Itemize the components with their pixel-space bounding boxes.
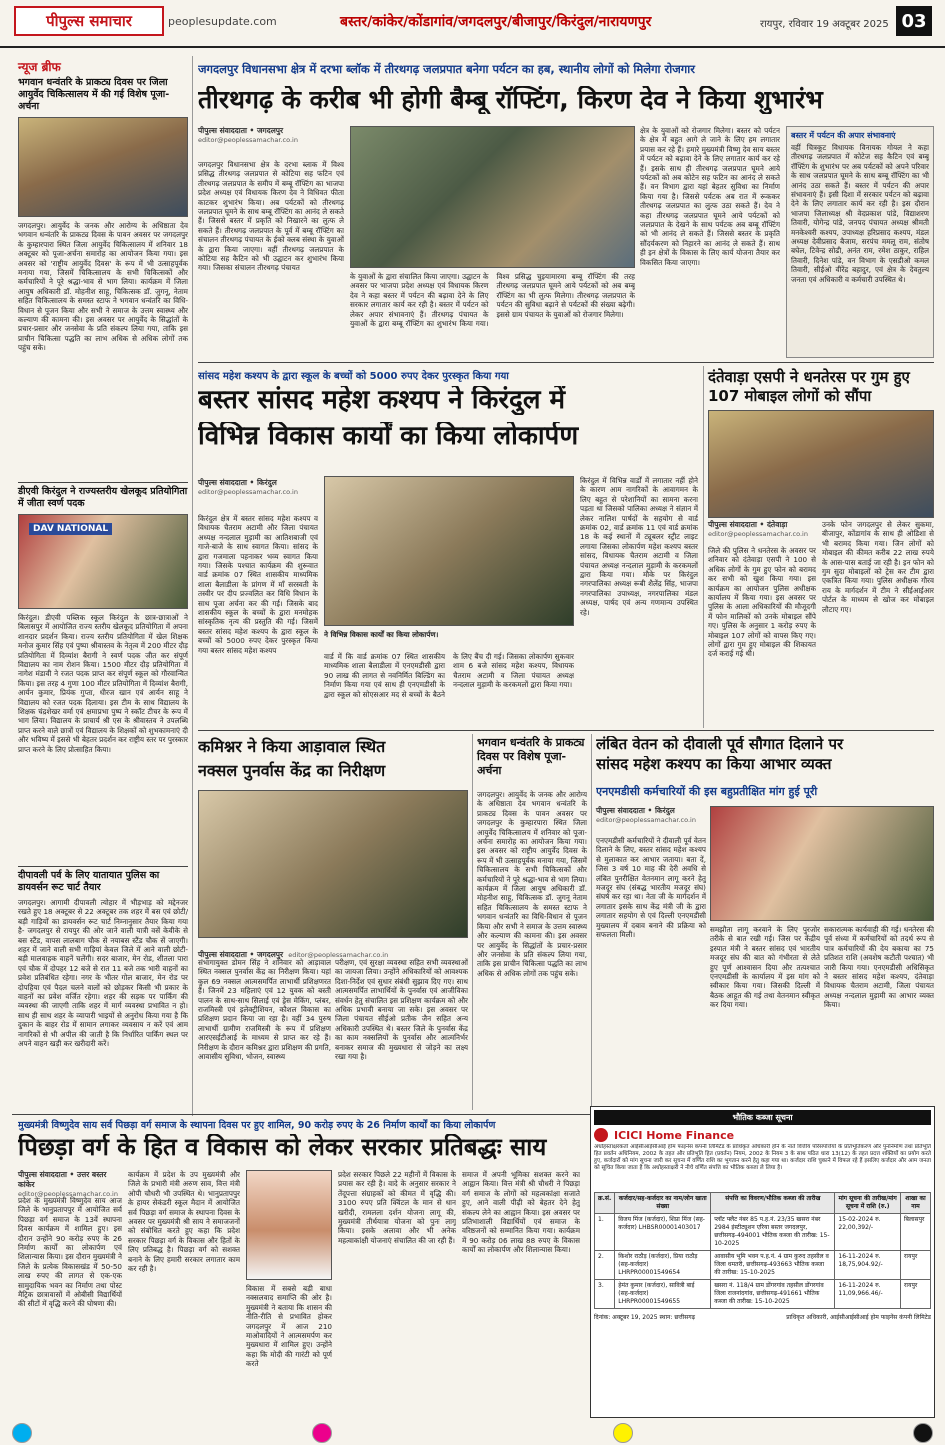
row-branch: रायपुर [900,1280,930,1309]
cyan-mark-icon [12,1423,32,1443]
commissioner-body-1: संभागायुक्त डोमन सिंह ने शनिवार को आड़ावाल स्थित नक्सल पुनर्वास केंद्र का निरीक्षण किया। यहां कुल 69 नक्सल आत्मसमर्पित लाभार्थी प्रशिक्षणरत हैं। जिनमें 23 महिलाएं एवं 12 युवक को बस्ती पालन के साथ-साथ सिलाई एवं ड्रेस मेकिंग, प्लंबर, राजमिस्त्री एवं इलेक्ट्रीशियन, कौशल विकास का प्रशिक्षण प्रदान किया जा रहा है। वहीं 34 पुरुष लाभार्थी ग्रामीण राजमिस्त्री के रूप में प्रशिक्षण आरएसईटीआई के माध्यम से प्राप्त कर रहे हैं। निरीक्षण के दौरान कमिश्नर द्वारा प्रशिक्षण की प्रगति, आवासीय सुविधा, भोजन, स्वास्थ्य [198,958,331,1062]
row-name: किशोर राठौड़ (कर्जदार), प्रिया राठौड़ (सह-कर्जदार) LHRPR00001549654 [615,1251,711,1280]
row-name: हेमंत कुमार (कर्जदार), सावित्री बाई (सह-कर्जदार) LHRPR00001549655 [615,1280,711,1309]
cm-story-email[interactable]: editor@peoplessamachar.co.in [18,1190,118,1198]
nmdc-email[interactable]: editor@peoplessamachar.co.in [596,816,696,824]
top-story-byline-block [198,126,344,144]
row-sno: 2. [595,1251,615,1280]
cm-story-kicker: मुख्यमंत्री विष्णुदेव साय सर्व पिछड़ा वर्ग समाज के स्थापना दिवस पर हुए शामिल, 90 करोड़ रुपए के 26 निर्माण कार्यों का किया लोकार्पण [18,1120,496,1131]
notice-footer-right: प्राधिकृत अधिकारी, आईसीआईसीआई होम फाइनेंस कंपनी लिमिटेड [786,1314,931,1321]
mp-story-byline: पीपुल्स संवाददाता • किरंदुल [198,478,277,487]
commissioner-headline-2[interactable]: नक्सल पुनर्वास केंद्र का निरीक्षण [198,761,386,780]
cm-story-body-1: प्रदेश के मुख्यमंत्री विष्णुदेव साय आज जिले के भानुप्रतापपुर में आयोजित सर्व पिछड़ा वर्ग समाज के 13वें स्थापना दिवस कार्यक्रम में शामिल हुए। इस दौरान उन्होंने 90 करोड़ रुपए के 26 निर्माण कार्यों का लोकार्पण एवं शिलान्यास किया। इस दौरान मुख्यमंत्री ने जिले के प्रत्येक विकासखंड में 50-50 लाख रुपए की लागत से एक-एक सामुदायिक भवन का निर्माण तथा पोस्ट मैट्रिक छात्रावासों में ओबीसी विद्यार्थियों की सीटों में वृद्धि करने की घोषणा की। [18,1196,122,1309]
cm-story-byline: पीपुल्स संवाददाता • उत्तर बस्तर कांकेर [18,1170,107,1189]
commissioner-headline-1[interactable]: कमिश्नर ने किया आड़ावाल स्थित [198,737,386,756]
row-name: विजय मिंज (कर्जदार), शिप्रा मिंज (सह-कर्जदार) LHBSR00001403017 [615,1214,711,1251]
website-link[interactable]: peoplesupdate.com [168,15,277,28]
nmdc-byline: पीपुल्स संवाददाता • किरंदुल [596,806,675,815]
top-story-body-1: जगदलपुर विधानसभा क्षेत्र के दरभा ब्लाक में विश्व प्रसिद्ध तीरथगढ़ जलप्रपात से कोटिया सह फटिन एवं तीरथगढ़ जलप्रपात के समीप में बम्बू रॉफ्टिंग का भाजपा प्रदेश अध्यक्ष एवं विधायक किरण देव ने विधिवत फीता काटकर शुभारंभ किया। अब पर्यटकों को तीरथगढ़ जलप्रपात घूमने के साथ बम्बू रॉफ्टिंग का आनंद ले सकते हैं। जिससे बस्तर में प्रकृति को निखारने का लुत्फ ले सकते हैं। तीरथगढ़ जलप्रपात के पूर्व में बम्बू रॉफ्टिंग का संचालन तीरथगढ़ पंचायत के ईको क्लब संस्था के युवाओं के द्वारा किया जाएगा। वहीं तीरथगढ़ जलप्रपात के कोटिया सह कैटिन को भी उद्घाटन कर शुभारंभ किया गया। जिसका संचालन तीरथगढ़ पंचायत [198,160,344,273]
nmdc-body-3: सकारात्मक कार्यवाही की गई। धनतेरस की पूर्व संध्या में कर्मचारियों को तदर्थ रूप से पात्र कर्मचारियों की देय बकाया का 75 प्रतिशत राशि (अवशेष कटौती पश्चात) भी जारी किया गया। एनएमडीसी अधिसिकृत ने बस्तर सांसद महेश कश्यप, दंतेवाड़ा विधायक चैतराम अटामी, जिला पंचायत अध्यक्ष नन्दलाल मुड़ामी का आभार व्यक्त किया। [824,925,934,1010]
mp-story-headline-1[interactable]: बस्तर सांसद महेश कश्यप ने किरंदुल में [198,386,566,415]
news-brief-label: न्यूज ब्रीफ [18,60,61,74]
icici-logo-icon [594,1128,608,1142]
print-registration-strip [0,1420,945,1445]
notice-col-property: संपत्ति का विवरण/भौतिक कब्जा की तारीख [711,1193,835,1214]
row-property: खसरा नं. 118/4 ग्राम डोंगरगांव तहसील डोंगरगांव जिला राजनांदगांव, छत्तीसगढ़-491661 भौतिक कब्जा की तारीख: 15-10-2025 [711,1280,835,1309]
brief-3-headline[interactable]: दीपावली पर्व के लिए यातायात पुलिस का डायवर्सन रूट चार्ट तैयार [18,870,160,893]
mp-story-email[interactable]: editor@peoplessamachar.co.in [198,488,298,496]
mp-story-byline-block [198,478,318,496]
district-strip: बस्तर/कांकेर/कोंडागांव/जगदलपुर/बीजापुर/किरंदुल/नारायणपुर [340,14,652,30]
sp-story-email[interactable]: editor@peoplessamachar.co.in [708,530,808,538]
top-story-body-2: के युवाओं के द्वारा संचालित किया जाएगा। उद्घाटन के अवसर पर भाजपा प्रदेश अध्यक्ष एवं विधायक किरण देव ने कहा बस्तर में पर्यटन की बढ़ावा देने के लिए सरकार लगातार कार्य कर रही है। बस्तर में पर्यटन को लेकर अपार संभावनाएं हैं। तीरथगढ़ पंचायत के युवाओं के द्वारा बम्बू रॉफ्टिंग का शुभारंभ किया गया। विश्व प्रसिद्ध चुइयामारमा बम्बू रॉफ्टिंग की तरह तीरथगढ़ जलप्रपात घूमने आये पर्यटकों को अब बम्बू रॉफ्टिंग का भी लुत्फ मिलेगा। तीरथगढ़ जलप्रपात के पर्यटन की सुविधा बढ़ाने से पर्यटकों की संख्या बढ़ेगी। इससे ग्राम पंचायत के युवाओं को रोजगार मिलेगा। [350,272,635,329]
brief-3-body: जगदलपुर। आगामी दीपावली त्योहार में भीड़भाड़ को मद्देनजर रखते हुए 18 अक्टूबर से 22 अक्टूबर तक शहर में बस एवं छोटी/बड़ी गाड़ियों का डायवर्सन रूट चार्ट निम्नानुसार तैयार किया गया है- जगदलपुर से रायपुर की ओर जाने वाली यात्री वसें केवीके से बस स्टैंड, वापस लालबाग चौक से नयाबस स्टैंड चौक सें जाएगी। शहर में जाने वाली सभी गाड़ियां केवल जिले में आने वाली छोटी-बड़ी मालवाहक वाहनें चलेंगी। सदर बाजार, मेन रोड, शीतला पारा एवं चौक में दोपहर 12 बजे से रात 11 बजे तक भारी वाहनों का प्रवेश प्रतिबंधित रहेगा। नगर के भीतर गोल बाजार, मेन रोड पर दोपहिया एवं पैदल चलने वालों को छोड़कर किसी भी प्रकार के वाहनों का प्रवेश वर्जित रहेगा। शहर की सड़क पर पार्किंग की व्यवस्था की जाएगी ताकि शहर में मार्ग व्यवस्था प्रभावित न हो। साथ ही साथ शहर के व्यापारी भाइयों से अनुरोध किया गया है कि दुकान के बाहर रोड में सामान लगाकर व्यवसाय न करें एवं आम नागरिकों से भी अपील की जाती है कि निर्धारित पार्किंग स्थल पर अपने वाहन खड़ी कर खरीदारी करें। [18,898,188,1049]
cm-story-body-3: विकास में सबसे बड़ी बाधा नक्सलवाद समाप्ति की ओर है। मुख्यमंत्री ने बताया कि शासन की नीति-रीति से प्रभावित होकर जगदलपुर में आज 210 माओवादियों ने आत्मसमर्पण कर मुख्यधारा में शामिल हुए। उन्होंने कहा कि मोदी की गारंटी को पूर्ण करते [246,1284,332,1369]
cm-story-body-5: समाज में अपनी भूमिका सशक्त करने का आह्वान किया। वित्त मंत्री श्री चौधरी ने पिछड़ा वर्ग समाज के लोगों को महत्वकांक्षा सजाते हुए, आने वाली पीढ़ी को बेहतर देने हेतु संकल्प लेने का आह्वान किया। इस अवसर पर प्रतिभाशाली विद्यार्थियों एवं समाज के वरिष्ठजनों को सम्मानित किया गया। कार्यक्रम में 90 करोड़ 06 लाख 88 रुपए के विकास कार्यों का लोकार्पण और शिलान्यास किया। [462,1170,580,1255]
magenta-mark-icon [312,1423,332,1443]
sp-story-body-2: उनके फोन जगदलपुर से लेकर सुकमा, बीजापुर, कोंडागांव के साथ ही ओडिशा से भी बरामद किया गया। जिन लोगों को मोबाइल की कीमत करीब 22 लाख रुपये के आस-पास बताई जा रही है। इन फोन को गुम सुदा मोबाइलों को ट्रेस कर टीम द्वारा एकत्रित किया गया। पुलिस अधीक्षक गौरव राय के मार्गदर्शन में टीम ने सीईआईआर पोर्टल के माध्यम से खोज कर मोबाइल लौटाए गए। [822,520,934,614]
nmdc-body-2: समझौता लागू करवाने के लिए पुरजोर तरीके से बात रखी गई। जिस पर केंद्रीय इस्पात मंत्री ने बस्तर सांसद एवं भारतीय मजदूर संघ की बात को गंभीरता से लेते हुए पूर्ण आश्वासन दिया और तत्पश्चात एनएमडीसी के कार्यालय में इस मांग को स्वीकार किया गया। जिसकी दिल्ली में बैठक आहूत की गई तथा वेतनमान स्वीकृत कर दिया गया। [710,925,820,1010]
sp-story-headline[interactable]: दंतेवाड़ा एसपी ने धनतेरस पर गुम हुए 107 मोबाइल लोगों को सौंपा [708,368,910,405]
table-row [595,1214,931,1251]
commissioner-body-2: परीक्षण, एवं सुरक्षा व्यवस्था सहित सभी व्यवस्थाओं का जायजा लिया। उन्होंने अधिकारियों को आवश्यक दिशा-निर्देश एवं सुधार संबंधी सुझाव दिए गए। साथ आत्मसमर्पित लाभार्थियों के पुनर्वास एवं आजीविका संवर्धन हेतु संचालित इस प्रशिक्षण कार्यक्रम को और अधिक प्रभावी बनाया जा सके। इस अवसर पर जिला पंचायत सीईओ प्रतीक जैन सहित अन्य अधिकारी उपस्थित थे। बस्तर जिले के पुनर्वास केंद्र का काम नक्सलियों के पुनर्वास और आत्मनिर्भर बनाकर समाज की मुख्यधारा से जोड़ने का लक्ष्य रखा गया है। [335,958,468,1062]
brief-1-photo [18,117,188,217]
notice-table [594,1192,931,1309]
brief-2-headline[interactable]: डीएवी किरंदुल ने राज्यस्तरीय खेलकूद प्रतियोगिता में जीता स्वर्ण पदक [18,486,188,509]
sp-story-byline: पीपुल्स संवाददाता • दंतेवाड़ा [708,520,788,529]
mp-story-kicker: सांसद महेश कश्यप के द्वारा स्कूल के बच्चों को 5000 रुपए देकर पुरस्कृत किया गया [198,371,509,382]
notice-brand: ICICI Home Finance [614,1128,735,1142]
row-property: प्लॉट फ्लैट नंबर 85 प.ह.नं. 23/35 खसरा नंबर 2984 इंस्टीट्यूशन एरिया बस्तर जगदलपुर, छत्तीसगढ़-494001 भौतिक कब्जा की तारीख: 15-10-2025 [711,1214,835,1251]
cm-story-body-4: प्रदेश सरकार पिछले 22 महीनों में विकास के प्रयास कर रही है। वादे के अनुसार सरकार ने तेंदूपत्ता संग्राहकों को कीमत में वृद्धि की। 3100 रुपए प्रति क्विंटल के मान से धान खरीदी, रामलला दर्शन योजना लागू की, मुख्यमंत्री तीर्थयात्रा योजना को पुनः लागू किया। इसके अलावा और भी अनेक महत्वाकांक्षी योजनाएं संचालित की जा रही हैं। [338,1170,456,1245]
news-brief-column [18,58,188,1108]
brief-1-body: जगदलपुर। आयुर्वेद के जनक और आरोग्य के अधिष्ठाता देव भगवान धन्वंतरि के प्राकट्य दिवस के पावन अवसर पर जगदलपुर के कुम्हारपारा स्थित जिला आयुर्वेद चिकित्सालय में शनिवार 18 अक्टूबर को पूजा-अर्चना समारोह का आयोजन किया गया। इस अवसर को 'राष्ट्रीय आयुर्वेद दिवस' के रूप में भी उत्साहपूर्वक मनाया गया, जिसमें चिकित्सालय के सभी चिकित्सकों और कर्मचारियों ने पूरे श्रद्धा-भाव से भाग लिया। कार्यक्रम में जिला आयुष अधिकारी डॉ. मोहनीश साहू, चिकित्सक डॉ. जुगनू, नेताम सहित चिकित्सालय के समस्त स्टाफ ने भगवान धन्वंतरि का विधि-विधान से पूजन किया और सभी ने समाज के उत्तम स्वास्थ्य और कल्याण की कामना की। इस अवसर पर आयुर्वेद के सिद्धांतों के प्रचार-प्रसार और जनसेवा के प्रति संकल्प लिया गया, ताकि इस प्राचीन चिकित्सा पद्धति का लाभ अधिक से अधिक लोगों तक पहुंच सके। [18,221,188,353]
sp-story-photo [708,410,934,518]
cm-portrait-photo [246,1170,332,1280]
nmdc-headline-1[interactable]: लंबित वेतन को दीवाली पूर्व सौगात दिलाने पर [596,736,844,753]
row-property: आवासीय भूमि भवन प.ह.नं. 4 ग्राम कुरुद तहसील व जिला धमतरी, छत्तीसगढ़-493663 भौतिक कब्जा की तारीख: 15-10-2025 [711,1251,835,1280]
masthead [0,0,945,48]
notice-title: भौतिक कब्जा सूचना [594,1110,931,1125]
notice-col-name: कर्जदार/सह-कर्जदार का नाम/लोन खाता संख्या [615,1193,711,1214]
top-story-photo [350,126,635,268]
sp-story-body-1: जिले की पुलिस ने धनतेरस के अवसर पर शनिवार को दंतेवाड़ा एसपी ने 100 से अधिक लोगों के गुम हुए फोन को बरामद कर सभी को खुश किया गया। इस कार्यक्रम का आयोजन पुलिस अधीक्षक कार्यालय में किया गया। इस अवसर पर पुलिस के आला अधिकारियों की मौजूदगी में फोन मालिकों को उनके मोबाइल सौंपे गए। पुलिस के अनुसार 1 करोड़ रुपए के मोबाइल 107 लोगों को वापस किए गए। लोगों द्वारा गुम हुए मोबाइल की शिकायत दर्ज कराई गई थी। [708,546,816,659]
nmdc-photo [710,806,934,921]
row-demand: 16-11-2024 रु. 18,75,904.92/- [835,1251,901,1280]
nmdc-subhead: एनएमडीसी कर्मचारियों की इस बहुप्रतीक्षित मांग हुई पूरी [596,785,818,798]
issue-date: रायपुर, रविवार 19 अक्टूबर 2025 [760,19,889,30]
commissioner-byline: पीपुल्स संवाददाता • जगदलपुर [198,950,284,959]
row-branch: रायपुर [900,1251,930,1280]
page-number: 03 [896,6,932,36]
row-branch: बिलासपुर [900,1214,930,1251]
mp-story-body-3: किरंदुल में विभिन्न वार्डों में लगातार नहीं होने के कारण आम नागरिकों के आवागमन के लिए बहुत से परेशानियों का सामना करना पड़ता था जिसको पालिका अध्यक्ष ने संज्ञान में लेकर नालिश पार्षदों के सहयोग से वार्ड क्रमांक 02, वार्ड क्रमांक 11 एवं वार्ड क्रमांक 18 के कई स्थानों में ट्यूबलर स्ट्रीट लाइट लगाया जिसका लोकार्पण महेश कश्यप बस्तर सांसद, विधायक चैतराम अटामी व जिला पंचायत अध्यक्ष नन्दलाल मुड़ामी के करकमलों द्वारा किया गया। मौके पर किरंदुल नगरपालिका अध्यक्ष रूबी शैलेंद्र सिंह, भाजपा नगरपालिका उपाध्यक्ष, नगरपालिका मंडल अध्यक्ष, पार्षद एवं अन्य गणमान्य उपस्थित रहे। [580,476,698,617]
top-story-kicker: जगदलपुर विधानसभा क्षेत्र में दरभा ब्लॉक में तीरथगढ़ जलप्रपात बनेगा पर्यटन का हब, स्थानीय लोगों को मिलेगा रोजगार [198,62,695,76]
top-story-byline: पीपुल्स संवाददाता • जगदलपुर [198,126,284,135]
notice-intro: अधोहस्ताक्षरकर्ता आईसीआईसीआई होम फाइनेंस कंपनी लिमिटेड के प्राधिकृत अधिकारी होने के नाते वित्तीय परिसंपत्तियों के प्रतिभूतिकरण और पुनर्निर्माण तथा प्रतिभूति हित प्रवर्तन अधिनियम, 2002 के तहत और प्रतिभूति हित (प्रवर्तन) नियम, 2002 के नियम 3 के साथ पठित धारा 13(12) के तहत प्रदत्त शक्तियों का प्रयोग करते हुए, कर्जदारों को मांग सूचना जारी कर सूचना में वर्णित राशि का भुगतान करने हेतु कहा गया था। कर्जदार राशि चुकाने में विफल रहे हैं इसलिए कर्जदार और आम जनता को सूचित किया जाता है कि अधोहस्ताक्षरी ने नीचे वर्णित संपत्ति का भौतिक कब्जा ले लिया है। [594,1144,931,1171]
row-sno: 1. [595,1214,615,1251]
mp-story-body-2: वार्ड में कि वार्ड क्रमांक 07 स्थित शासकीय माध्यमिक शाला बैलाडीला में एनएमडीसी द्वारा 90 लाख की लागत से नवनिर्मित बिल्डिंग का निर्माण किया गया एवं साथ ही एनएमडीसी के द्वारा स्कूल को सोएसआर मद से बच्चों के बैठने के लिए बैंच दी गई। जिसका लोकार्पण सुकवार शाम 6 बजे सांसद महेश कश्यप, विधायक चैतराम अटामी व जिला पंचायत अध्यक्ष नन्दलाल मुड़ामी के करकमलों द्वारा किया गया। [324,652,574,699]
mp-story-caption: ने विभिन्न विकास कार्यों का किया लोकार्पण। [324,630,439,639]
dhanvantari-headline[interactable]: भगवान धन्वंतरि के प्राकट्य दिवस पर विशेष पूजा-अर्चना [477,736,585,777]
nmdc-byline-block [596,806,706,824]
top-story-headline[interactable]: तीरथगढ़ के करीब भी होगी बैम्बू रॉफ्टिंग, किरण देव ने किया शुभारंभ [198,86,823,114]
row-demand: 15-02-2024 रु. 22,00,392/- [835,1214,901,1251]
nmdc-headline-2[interactable]: सांसद महेश कश्यप का किया आभार व्यक्त [596,756,832,773]
table-row [595,1251,931,1280]
nmdc-body-1: एनएमडीसी कर्मचारियों ने दीवाली पूर्व वेतन दिलाने के लिए, बस्तर सांसद महेश कश्यप से मुलाकात कर आभार जताया। बता दें, जिस 3 वर्ष 10 माह की देरी अवधि से लंबित पुनरीक्षित वेतनमान लागू करने हेतु मजदूर संघ (संबद्ध भारतीय मजदूर संघ) संघर्ष कर रहा था। नेता जी के मार्गदर्शन में लगातार इसके साथ केंद्र मंत्री जी के द्वारा लगातार सहयोग से एवं दिल्ली एनएमडीसी मुख्यालय में दबाव बनाने की प्रक्रिया को सफलता मिली। [596,836,706,940]
mp-story-headline-2[interactable]: विभिन्न विकास कार्यों का किया लोकार्पण [198,422,579,451]
table-row [595,1280,931,1309]
cm-story-headline[interactable]: पिछड़ा वर्ग के हित व विकास को लेकर सरकार प्रतिबद्धः साय [18,1134,547,1161]
row-sno: 3. [595,1280,615,1309]
sidebar-body: वहीं चित्रकूट विधायक विनायक गोयल ने कहा तीरथगढ़ जलप्रपात में कोटेज सह कैटिन एवं बम्बू रॉफ्टिंग के शुभारंभ पर अब पर्यटकों को अपने परिवार के साथ जलप्रपात घूमने के साथ बम्बू रॉफ्टिंग का भी आनंद उठा सकते हैं। बस्तर में पर्यटन की अपार संभावनाएं हैं। इसी दिशा में सरकार पर्यटन को बढ़ावा देने के लिए लगातार कार्य कर रही है। इस दौरान भाजपा जिलाध्यक्ष श्री वेदप्रकाश पांडे, विद्याशरण तिवारी, योगेन्द्र पांडे, जनपद पंचायत अध्यक्ष श्रीमती मनकेश्वरी कश्यप, उपाध्यक्ष हरिप्रसाद कश्यप, मंडल अध्यक्ष देवीप्रसाद बैजाम, सरपंच ममलू राम, संतोष बघेल, टिवेन्द्र सोढी, अनंत राम, रमेश ठाकुर, राहिल तिवारी, दिनेश पांडे, वन विभाग के एसडीओ कमल तिवारी, सीईओ वीरेंद्र बहादुर, एवं क्षेत्र के देवतुल्य जनता एवं अधिकारी व कर्मचारी उपस्थित थे। [791,143,929,284]
top-story-sidebar [786,126,934,358]
mp-story-photo [324,476,574,626]
commissioner-photo [198,790,468,938]
row-demand: 16-11-2024 रु. 11,09,966.46/- [835,1280,901,1309]
top-story-body-3: क्षेत्र के युवाओं को रोजगार मिलेगा। बस्तर को पर्यटन के क्षेत्र में बहुत आगे ले जाने के लिए हम लगातार प्रयास कर रहे हैं। हमारे मुख्यमंत्री विष्णु देव साय बस्तर में पर्यटन को बढ़ावा देने के लिए लगातार कार्य कर रहे हैं। इसके साथ ही तीरथगढ़ जलप्रपात घूमने आये पर्यटकों को अब कोटेन सह फटिन का आनंद ले सकते हैं। वन विभाग द्वारा यहां बेहतर सुविधा का निर्माण किया गया है। जिससे पर्यटक अब रात में रूककर तीरथगढ़ जलप्रपात का लुत्फ उठा सकते हैं। देव ने कहा तीरथगढ़ जलप्रपात घूमने आये पर्यटकों को जलप्रपात के देखने के साथ पर्यटक अब बम्बू रॉफ्टिंग को भी आनंद ले सकते हैं। जिससे बस्तर के प्रकृति सौंदर्यकरण को निहारने का आनंद ले सकते हैं। साथ ही इन क्षेत्रों के विकास के लिए कार्य योजना तैयार कर विकसित किया जाएगा। [640,126,780,267]
notice-col-branch: शाखा का नाम [900,1193,930,1214]
brief-2-body: किरंदुल। डीएवी पब्लिक स्कूल किरंदुल के छात्र-छात्राओं ने बिलासपुर में आयोजित राज्य स्तरीय खेलकूद प्रतियोगिता में अपना शानदार प्रदर्शन किया। राज्य स्तरीय प्रतियोगिता में खेल शिक्षक मनोज कुमार सिंह एवं पुष्पा श्रीवास्तव के नेतृत्व में 200 मीटर दौड़ प्रतियोगिता में दिव्यांश बैरागी ने स्वर्ण पदक जीत कर संपूर्ण विद्यालय का नाम रोशन किया। 1500 मीटर दौड़ प्रतियोगिता में नागेश मंडावी ने रजत पदक प्राप्त कर संपूर्ण स्कूल को गौरवान्वित किया। इस तरह 4 गुणा 100 मीटर प्रतियोगिता में दिव्यांश बैरागी, आर्यन कुमार, प्रियंक गुप्ता, धीरज खान एवं आर्यन साहू ने विद्यालय को रजत पदक दिलाया। इस टीम के साथ विद्यालय के शिक्षक चंद्रशेखर वर्मा एवं क्षमाप्रभा पुष्प ने स्कॉट टीचर के रूप में भाग लिया। विद्यालय के प्राचार्य श्री एस के श्रीवास्तव ने उपलब्धि प्राप्त करने वाले छात्रों एवं विद्यालय के शिक्षकों को शुभकामनाएं दी और भविष्य में इससे भी बेहतर प्रदर्शन कर राष्ट्रीय स्तर पर पुरस्कार प्राप्त करने के लिए प्रोत्साहित किया। [18,613,188,754]
sp-story-byline-block [708,520,818,538]
mp-story-body-1: किरंदुल क्षेत्र में बस्तर सांसद महेश कश्यप व विधायक चैतराम अटामी और जिला पंचायत अध्यक्ष नन्दलाल मुड़ामी का आतिशबाजी एवं गाजे-बाजे के साथ स्वागत किया। सांसद के द्वारा गजमाला पहनाकर भव्य स्वागत किया गया। जिसके पश्चात कार्यक्रम की शुरूवात वार्ड क्रमांक 07 स्थित शासकीय माध्यमिक शाला बैलाडीला के प्रांगण में माँ सरस्वती के तस्वीर पर दीप प्रज्वलित कर विधि विधान के साथ पूजा अर्चना कर की गई। जिसके बाद शासकीय स्कूल के बच्चों के द्वारा मनमोहक सांस्कृतिक नृत्य की प्रस्तुति की गई। जिसमें बस्तर सांसद महेश कश्यप के द्वारा स्कूल के बच्चों को 5000 रुपए देकर पुरस्कृत किया गया बस्तर सांसद महेश कश्यप [198,514,318,655]
top-story-email[interactable]: editor@peoplessamachar.co.in [198,136,298,144]
notice-footer-left: दिनांक: अक्टूबर 19, 2025 स्थान: छत्तीसगढ़ [594,1314,696,1321]
commissioner-email[interactable]: editor@peoplessamachar.co.in [288,951,389,959]
brief-1-headline[interactable]: भगवान धन्वंतरि के प्राकट्य दिवस पर जिला आयुर्वेद चिकित्सालय में की गई विशेष पूजा-अर्चना [18,77,170,112]
photo-banner-text: DAV NATIONAL [29,523,112,535]
yellow-mark-icon [613,1423,633,1443]
possession-notice [590,1106,935,1418]
brief-2-photo [18,514,188,609]
newspaper-logo[interactable]: पीपुल्स समाचार [14,6,164,36]
black-mark-icon [913,1423,933,1443]
cm-story-body-2: कार्यक्रम में प्रदेश के उप मुख्यमंत्री और जिले के प्रभारी मंत्री अरुण साव, वित्त मंत्री ओपी चौधरी भी उपस्थित थे। भानुप्रतापपुर के हायर सेकंडरी स्कूल मैदान में आयोजित सर्व पिछड़ा वर्ग समाज के स्थापना दिवस के अवसर पर मुख्यमंत्री श्री साय ने समाजजनों को संबोधित करते हुए कहा कि प्रदेश सरकार पिछड़ा वर्ग के विकास और हितों के लिए प्रतिबद्ध है। पिछड़ा वर्ग को सशक्त बनाने के लिए हमारी सरकार लगातार काम कर रही है। [128,1170,240,1274]
notice-col-sno: क्र.सं. [595,1193,615,1214]
cm-story-byline-block [18,1170,122,1198]
notice-col-demand: मांग सूचना की तारीख/मांग सूचना में राशि (रु.) [835,1193,901,1214]
dhanvantari-body: जगदलपुर। आयुर्वेद के जनक और आरोग्य के अधिष्ठाता देव भगवान धन्वंतरि के प्राकट्य दिवस के पावन अवसर पर जगदलपुर के कुम्हारपारा स्थित जिला आयुर्वेद चिकित्सालय में शनिवार को पूजा-अर्चना समारोह का आयोजन किया गया। इस अवसर को राष्ट्रीय आयुर्वेद दिवस के रूप में भी उत्साहपूर्वक मनाया गया, जिसमें चिकित्सालय के सभी चिकित्सकों और कर्मचारियों ने पूरे श्रद्धा-भाव से भाग लिया। कार्यक्रम में जिला आयुष अधिकारी डॉ. मोहनीश साहू, चिकित्सक डॉ. जुगनू नेताम सहित चिकित्सालय के समस्त स्टाफ ने भगवान धन्वंतरि का विधि-विधान से पूजन किया और सभी ने समाज के उत्तम स्वास्थ्य और कल्याण की कामना की। इस अवसर पर आयुर्वेद के सिद्धांतों के प्रचार-प्रसार और जनसेवा के प्रति संकल्प लिया गया, ताकि इस प्राचीन चिकित्सा पद्धति का लाभ अधिक से अधिक लोगों तक पहुंच सके। [477,790,587,978]
sidebar-headline: बस्तर में पर्यटन की अपार संभावनाएं [791,131,896,140]
